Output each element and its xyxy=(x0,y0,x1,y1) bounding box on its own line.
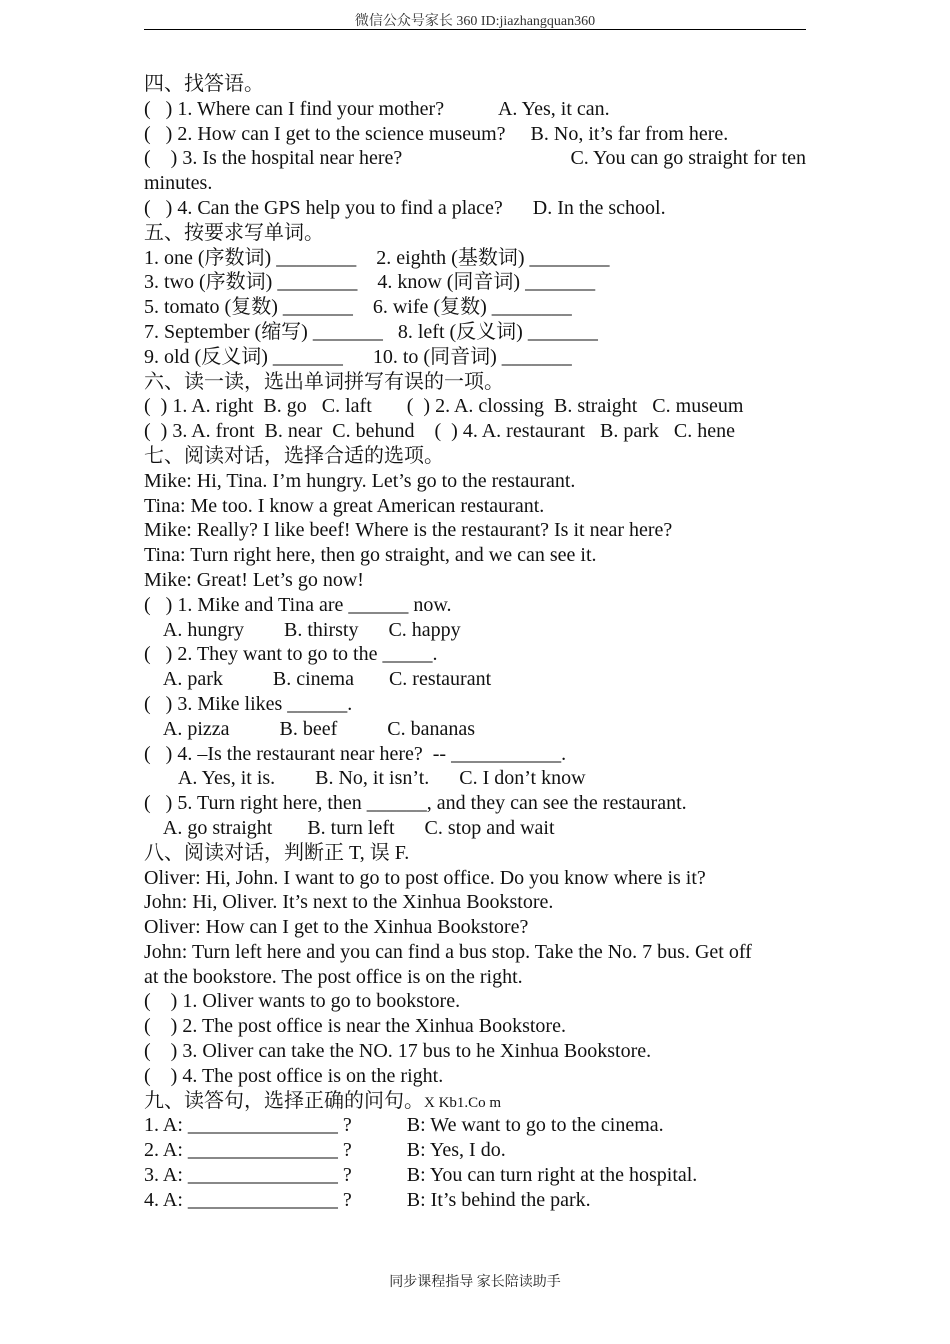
s9-row-3: 3. A: _______________ ? B: You can turn right at the hospital. xyxy=(144,1164,698,1187)
s9-row-1: 1. A: _______________ ? B: We want to go to the cinema. xyxy=(144,1114,664,1137)
s8-dialogue-1: Oliver: Hi, John. I want to go to post office. Do you know where is it? xyxy=(144,866,706,889)
section-6-title: 六、读一读，选出单词拼写有误的一项。 xyxy=(144,370,504,393)
section-4-title: 四、找答语。 xyxy=(144,73,264,95)
s8-dialogue-3: Oliver: How can I get to the Xinhua Bookstore? xyxy=(144,916,529,939)
s7-question-4: ( ) 4. –Is the restaurant near here? -- ___________. xyxy=(144,742,567,765)
s5-row-4: 7. September (缩写) _______ 8. left (反义词) _______ xyxy=(144,320,598,343)
s4-question-3-right: C. You can go straight for ten xyxy=(570,147,806,170)
s4-question-4: ( ) 4. Can the GPS help you to find a place? D. In the school. xyxy=(144,196,666,219)
worksheet-content xyxy=(144,72,806,1213)
s7-dialogue-1: Mike: Hi, Tina. I’m hungry. Let’s go to the restaurant. xyxy=(144,469,576,492)
s4-question-3-cont: minutes. xyxy=(144,172,213,195)
s7-dialogue-3: Mike: Really? I like beef! Where is the restaurant? Is it near here? xyxy=(144,519,673,542)
s5-row-1: 1. one (序数词) ________ 2. eighth (基数词) ________ xyxy=(144,246,610,269)
page-header: 微信公众号家长 360 ID:jiazhangquan360 xyxy=(354,14,596,29)
s5-row-3: 5. tomato (复数) _______ 6. wife (复数) ________ xyxy=(144,296,572,319)
s8-statement-2: ( ) 2. The post office is near the Xinhua Bookstore. xyxy=(144,1015,566,1038)
s4-question-2: ( ) 2. How can I get to the science museum? B. No, it’s far from here. xyxy=(144,122,729,145)
s8-statement-1: ( ) 1. Oliver wants to go to bookstore. xyxy=(144,990,461,1013)
s7-options-1: A. hungry B. thirsty C. happy xyxy=(144,618,461,641)
section-9-title-text: 九、读答句，选择正确的问句。 xyxy=(144,1089,424,1112)
s4-question-1: ( ) 1. Where can I find your mother? A. Yes, it can. xyxy=(144,97,610,120)
section-8-title: 八、阅读对话，判断正 T, 误 F. xyxy=(144,841,410,864)
s7-question-5: ( ) 5. Turn right here, then ______, and they can see the restaurant. xyxy=(144,792,687,815)
s8-dialogue-2: John: Hi, Oliver. It’s next to the Xinhua Bookstore. xyxy=(144,891,554,914)
s7-options-5: A. go straight B. turn left C. stop and wait xyxy=(144,816,555,839)
page-footer: 同步课程指导 家长陪读助手 xyxy=(389,1275,561,1290)
s4-question-3-left: ( ) 3. Is the hospital near here? xyxy=(144,147,403,170)
section-7-title: 七、阅读对话，选择合适的选项。 xyxy=(144,444,444,467)
s6-row-2: ( ) 3. A. front B. near C. behund ( ) 4. A. restaurant B. park C. hene xyxy=(144,420,735,443)
s7-question-3: ( ) 3. Mike likes ______. xyxy=(144,692,353,715)
s8-dialogue-5: at the bookstore. The post office is on the right. xyxy=(144,965,523,988)
s8-dialogue-4: John: Turn left here and you can find a bus stop. Take the No. 7 bus. Get off xyxy=(144,940,752,963)
s9-row-2: 2. A: _______________ ? B: Yes, I do. xyxy=(144,1139,506,1162)
s7-options-4: A. Yes, it is. B. No, it isn’t. C. I don’t know xyxy=(144,767,586,790)
s8-statement-3: ( ) 3. Oliver can take the NO. 17 bus to he Xinhua Bookstore. xyxy=(144,1040,652,1063)
s8-statement-4: ( ) 4. The post office is on the right. xyxy=(144,1064,444,1087)
s5-row-2: 3. two (序数词) ________ 4. know (同音词) _______ xyxy=(144,271,596,294)
s7-question-1: ( ) 1. Mike and Tina are ______ now. xyxy=(144,593,452,616)
section-9-title xyxy=(144,1089,806,1114)
header-rule xyxy=(144,29,806,30)
s7-options-3: A. pizza B. beef C. bananas xyxy=(144,717,476,740)
s5-row-5: 9. old (反义词) _______ 10. to (同音词) _______ xyxy=(144,345,572,368)
s7-options-2: A. park B. cinema C. restaurant xyxy=(144,668,492,691)
section-9-title-tag: X Kb1.Co m xyxy=(424,1094,502,1111)
section-5-title: 五、按要求写单词。 xyxy=(144,221,324,244)
s7-dialogue-2: Tina: Me too. I know a great American restaurant. xyxy=(144,494,545,517)
s9-row-4: 4. A: _______________ ? B: It’s behind the park. xyxy=(144,1188,591,1211)
s4-question-3 xyxy=(144,146,806,171)
s7-dialogue-4: Tina: Turn right here, then go straight, and we can see it. xyxy=(144,544,597,567)
s7-dialogue-5: Mike: Great! Let’s go now! xyxy=(144,568,364,591)
s6-row-1: ( ) 1. A. right B. go C. laft ( ) 2. A. clossing B. straight C. museum xyxy=(144,395,744,418)
s7-question-2: ( ) 2. They want to go to the _____. xyxy=(144,643,438,666)
